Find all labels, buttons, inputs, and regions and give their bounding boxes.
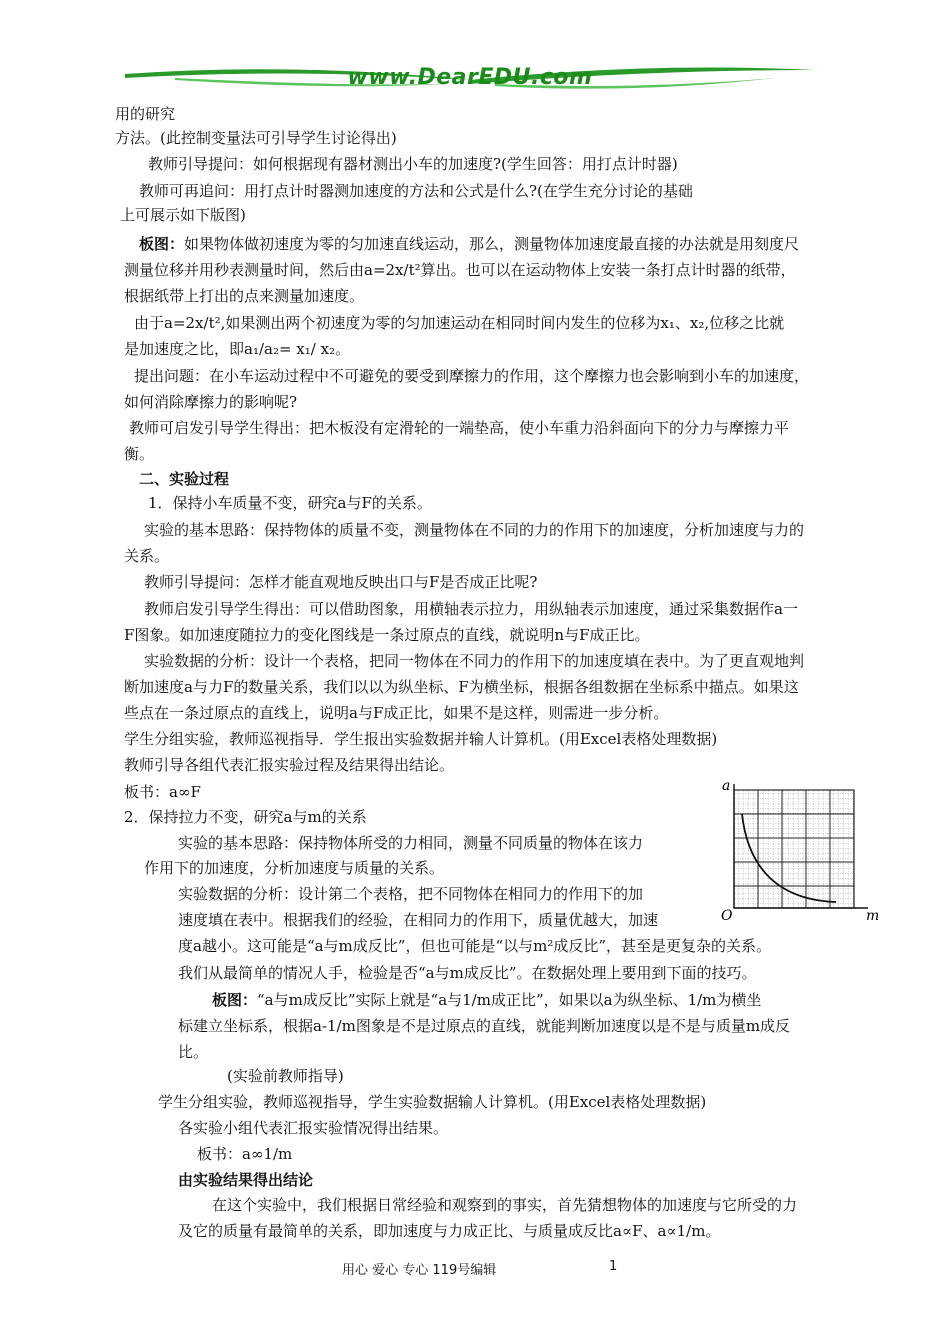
text-line: 1．保持小车质量不变，研究a与F的关系。 bbox=[148, 494, 432, 512]
text-line: 实验数据的分析：设计一个表格，把同一物体在不同力的作用下的加速度填在表中。为了更直观地判 bbox=[144, 652, 805, 670]
text-line: 速度填在表中。根据我们的经验，在相同力的作用下，质量优越大，加速 bbox=[178, 911, 659, 929]
board-label: 板图： bbox=[139, 235, 185, 253]
text-line: 学生分组实验，教师巡视指导．学生报出实验数据并输人计算机。(用Excel表格处理数据) bbox=[124, 730, 718, 748]
text-line-board bbox=[212, 989, 761, 1011]
text-line: 用的研究 bbox=[115, 105, 176, 123]
grid-area bbox=[734, 790, 854, 908]
footer-editor-text: 用心 爱心 专心 119号编辑 bbox=[342, 1263, 497, 1278]
text-line: 是加速度之比，即a₁/a₂= x₁/ x₂。 bbox=[124, 340, 351, 358]
text-line: 些点在一条过原点的直线上，说明a与F成正比，如果不是这样，则需进一步分析。 bbox=[124, 704, 669, 722]
site-header-logo bbox=[115, 56, 825, 98]
text-line: 根据纸带上打出的点来测量加速度。 bbox=[124, 287, 365, 305]
text-line: 板书：a∞F bbox=[124, 783, 201, 801]
section-heading: 二、实验过程 bbox=[139, 470, 230, 488]
text-line: 如何消除摩擦力的影响呢? bbox=[124, 393, 298, 411]
text-line: 关系。 bbox=[124, 547, 170, 565]
text-line: 提出问题：在小车运动过程中不可避免的要受到摩擦力的作用，这个摩擦力也会影响到小车的加速度， bbox=[134, 367, 810, 385]
page-number: 1 bbox=[609, 1259, 618, 1274]
y-axis-label: a bbox=[722, 778, 731, 794]
text-line: 衡。 bbox=[124, 445, 155, 463]
text-line: 测量位移并用秒表测量时间，然后由a=2x/t²算出。也可以在运动物体上安装一条打点计时器的纸带， bbox=[124, 261, 796, 279]
text-line: 各实验小组代表汇报实验情况得出结果。 bbox=[178, 1119, 449, 1137]
x-axis-label: m bbox=[866, 908, 878, 923]
site-logo-text: www.DearEDU.com bbox=[347, 65, 593, 90]
text-line: 教师引导各组代表汇报实验过程及结果得出结论。 bbox=[124, 756, 455, 774]
text-span: “a与m成反比”实际上就是“a与1/m成正比”，如果以a为纵坐标、1/m为横坐 bbox=[257, 991, 762, 1009]
text-line: 度a越小。这可能是“a与m成反比”，但也可能是“以与m²成反比”，甚至是更复杂的关系。 bbox=[178, 937, 772, 955]
text-line: 教师启发引导学生得出：可以借助图象，用横轴表示拉力，用纵轴表示加速度，通过采集数据作a一 bbox=[144, 600, 798, 618]
text-line-board bbox=[139, 233, 799, 255]
text-line: 断加速度a与力F的数量关系，我们以以为纵坐标、F为横坐标，根据各组数据在坐标系中描点。如果这 bbox=[124, 678, 799, 696]
text-line: 在这个实验中，我们根据日常经验和观察到的事实，首先猜想物体的加速度与它所受的力 bbox=[212, 1196, 798, 1214]
text-line: 实验数据的分析：设计第二个表格，把不同物体在相同力的作用下的加 bbox=[178, 885, 644, 903]
text-line: 我们从最简单的情况人手，检验是否“a与m成反比”。在数据处理上要用到下面的技巧。 bbox=[178, 964, 757, 982]
text-line: 教师引导提问：怎样才能直观地反映出口与F是否成正比呢? bbox=[144, 573, 538, 591]
text-line: 学生分组实验，教师巡视指导，学生实验数据输人计算机。(用Excel表格处理数据) bbox=[158, 1093, 707, 1111]
text-line: 教师可再追问：用打点计时器测加速度的方法和公式是什么?(在学生充分讨论的基础 bbox=[139, 182, 693, 200]
text-line: 比。 bbox=[178, 1043, 209, 1061]
text-line: 由于a=2x/t²,如果测出两个初速度为零的匀加速运动在相同时间内发生的位移为x₁、x₂,位移之比就 bbox=[134, 314, 785, 332]
text-line: F图象。如加速度随拉力的变化图线是一条过原点的直线，就说明n与F成正比。 bbox=[124, 626, 650, 644]
text-line: 2．保持拉力不变，研究a与m的关系 bbox=[124, 808, 367, 826]
text-line: 作用下的加速度，分析加速度与质量的关系。 bbox=[144, 859, 445, 877]
text-line: 教师可启发引导学生得出：把木板没有定滑轮的一端垫高，使小车重力沿斜面向下的分力与摩擦力平 bbox=[129, 419, 790, 437]
graph-svg bbox=[718, 778, 878, 923]
text-line: 实验的基本思路：保持物体的质量不变，测量物体在不同的力的作用下的加速度，分析加速度与力的 bbox=[144, 521, 805, 539]
text-line: 及它的质量有最简单的关系，即加速度与力成正比、与质量成反比a∝F、a∝1/m。 bbox=[178, 1222, 721, 1240]
board-label: 板图： bbox=[212, 991, 258, 1009]
a-m-graph-figure bbox=[718, 778, 878, 923]
conclusion-heading: 由实验结果得出结论 bbox=[178, 1171, 314, 1189]
text-span: 如果物体做初速度为零的匀加速直线运动，那么，测量物体加速度最直接的办法就是用刻度尺 bbox=[184, 235, 800, 253]
origin-label: O bbox=[721, 908, 733, 923]
text-line: 标建立坐标系，根据a-1/m图象是不是过原点的直线，就能判断加速度以是不是与质量m成反 bbox=[178, 1017, 791, 1035]
text-line: 教师引导提问：如何根据现有器材测出小车的加速度?(学生回答：用打点计时器) bbox=[148, 155, 678, 173]
text-line: (实验前教师指导) bbox=[227, 1067, 344, 1085]
text-line: 板书：a∞1/m bbox=[197, 1145, 293, 1163]
text-line: 方法。(此控制变量法可引导学生讨论得出) bbox=[115, 129, 397, 147]
text-line: 实验的基本思路：保持物体所受的力相同，测量不同质量的物体在该力 bbox=[178, 834, 644, 852]
text-line: 上可展示如下版图) bbox=[120, 206, 246, 224]
